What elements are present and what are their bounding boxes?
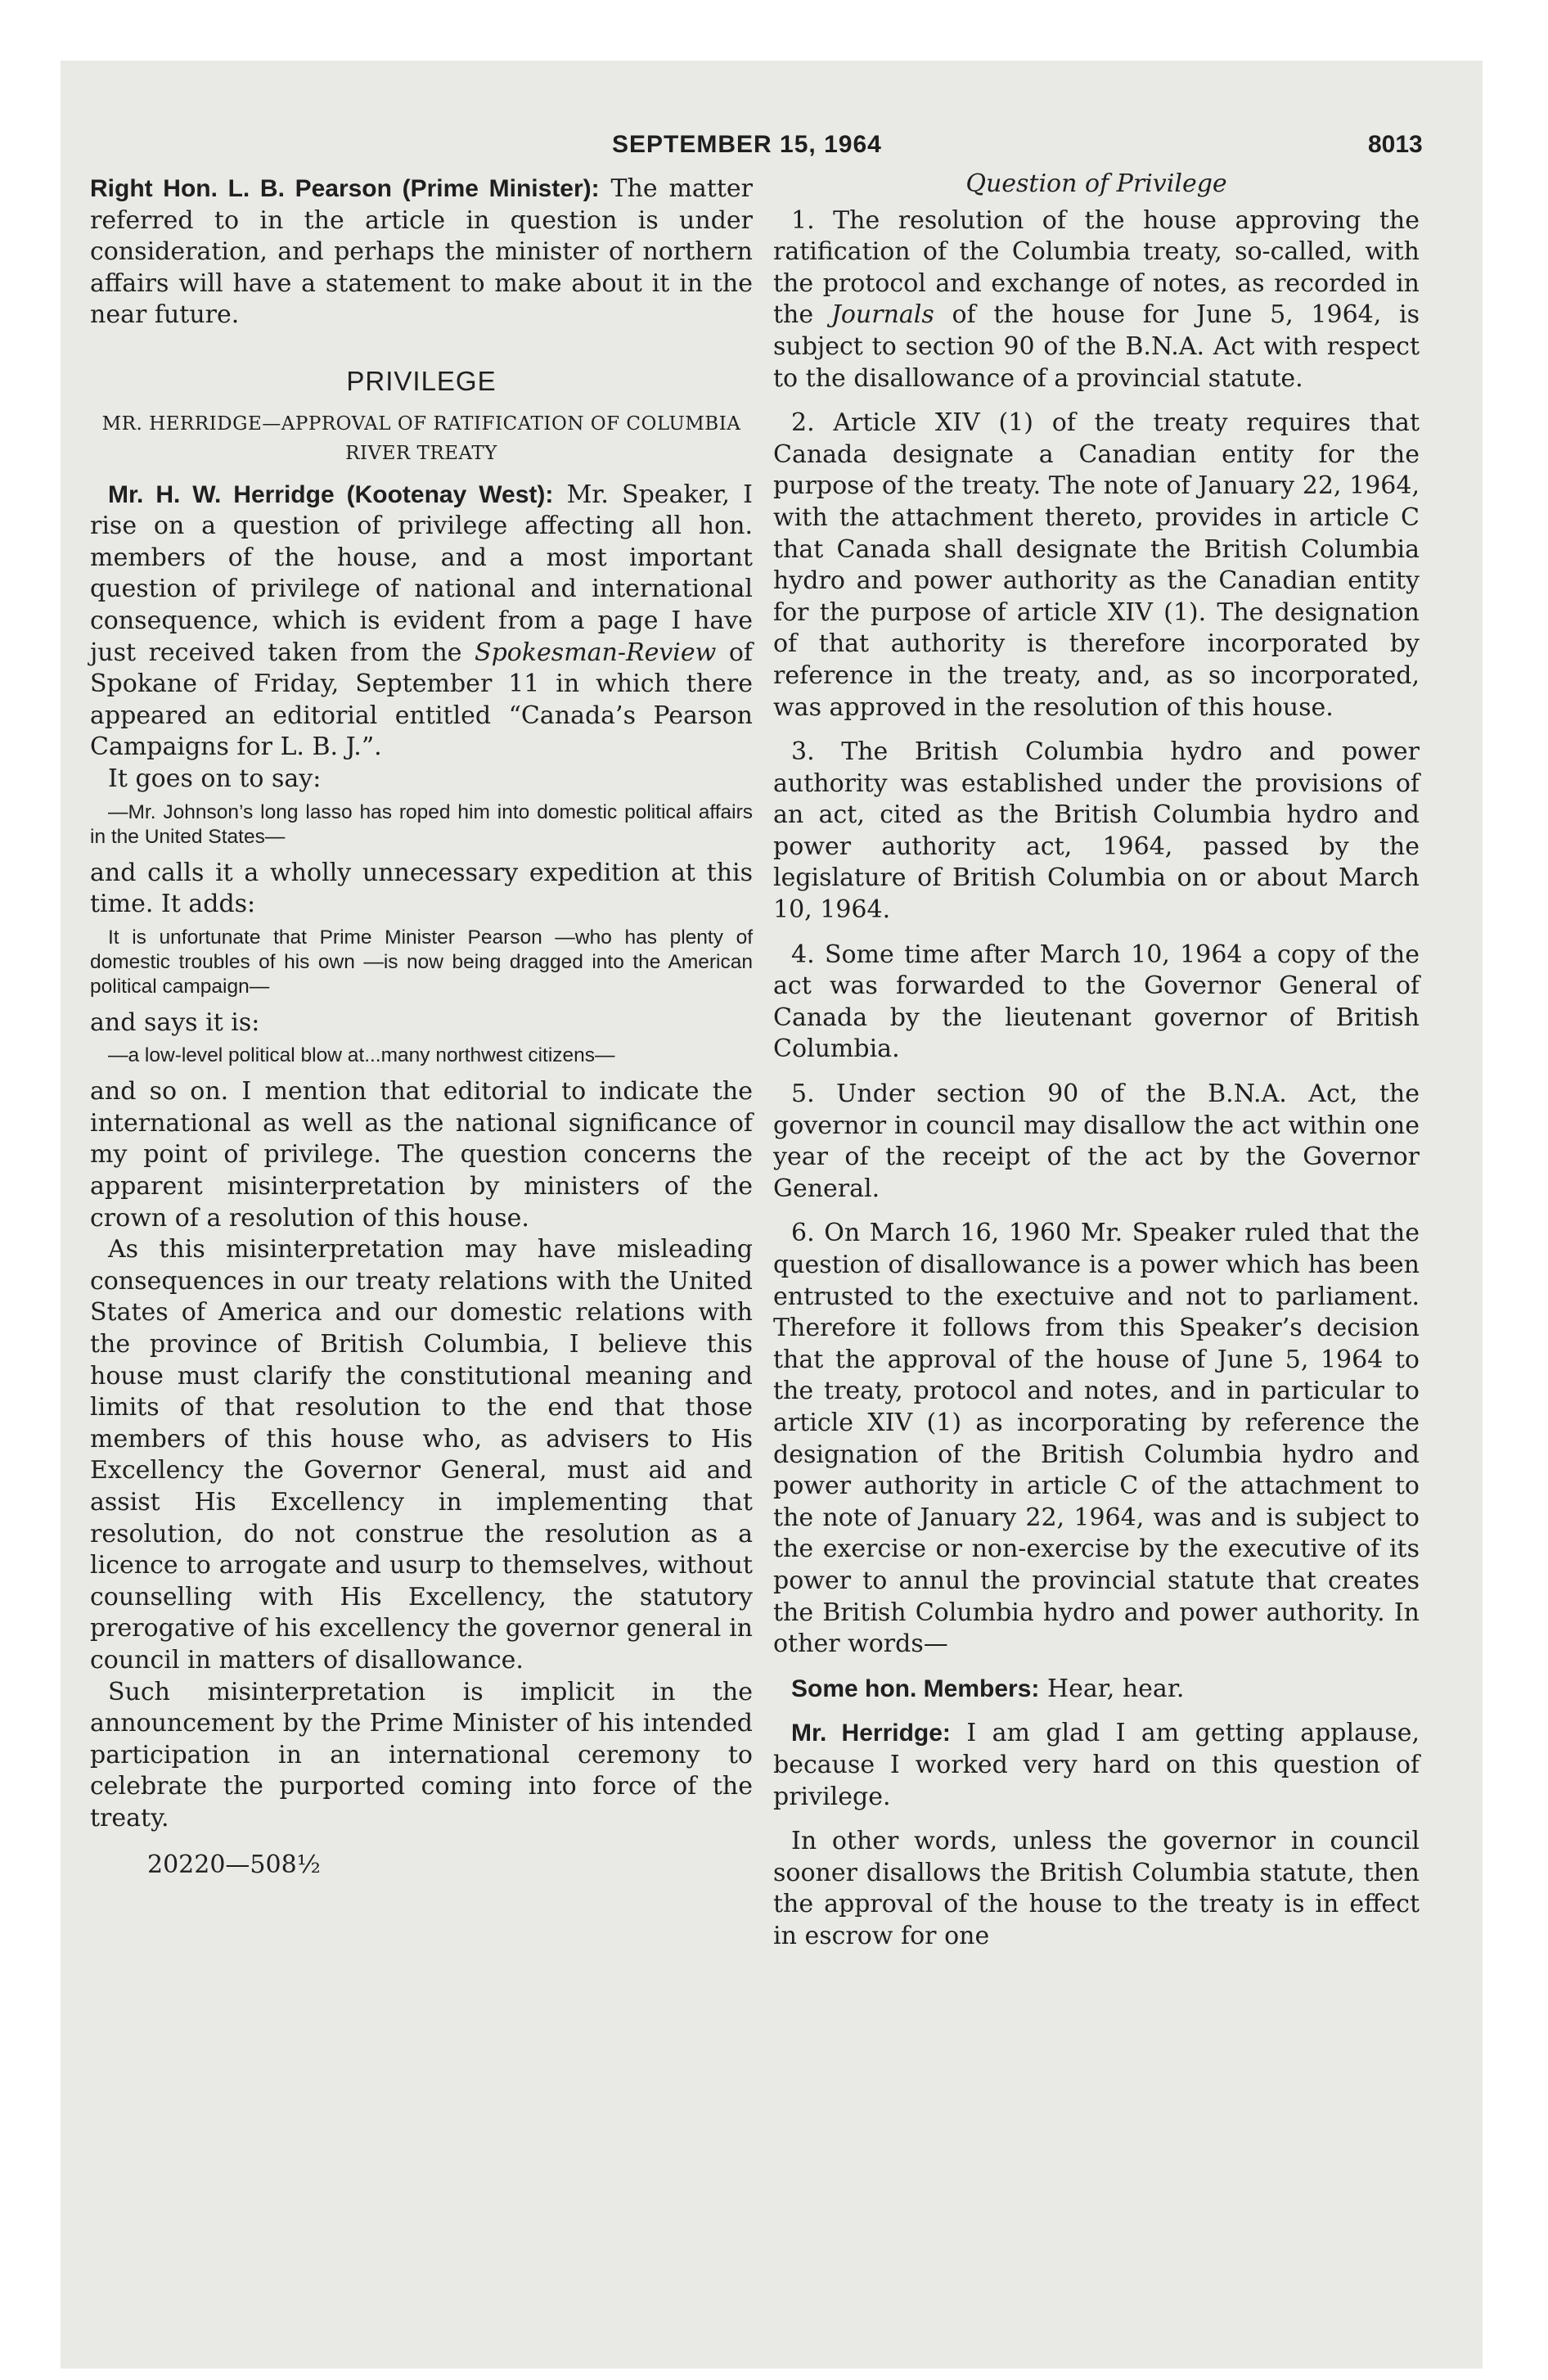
speaker-name: Mr. Herridge: [791,1720,951,1747]
paragraph-text: 1. The resolution of the house approving the ratification of the Columbia treaty, so-called, with the protocol and exchange of notes, as recorded in the [773,205,1420,330]
numbered-item: 3. The British Columbia hydro and power authority was established under the provisions of an act, cited as the British Columbia hydro and power authority act, 1964, passed by the legislature of British Columbia on or about March 10, 1964. [773,737,1420,925]
numbered-item [773,205,1420,395]
pearson-paragraph [90,174,753,331]
paragraph: and calls it a wholly unnecessary expedition at this time. It adds: [90,858,753,919]
paragraph: and so on. I mention that editorial to indicate the international as well as the national significance of my point of privilege. The question concerns the apparent misinterpretation by ministers of the crown of a resolution of this house. [90,1077,753,1233]
right-column [773,169,1420,1952]
numbered-item: 6. On March 16, 1960 Mr. Speaker ruled that the question of disallowance is a power which has been entrusted to the exectuive and not to parliament. Therefore it follows from this Speaker’s decision that the approval of the house of June 5, 1964 to the treaty, protocol and notes, and in particular to article XIV (1) as incorporating by reference the designation of the British Columbia hydro and power authority in article C of the attachment to the note of January 22, 1964, was and is subject to the exercise or non-exercise by the executive of its power to annul the provincial statute that creates the British Columbia hydro and power authority. In other words— [773,1219,1420,1659]
header-date: SEPTEMBER 15, 1964 [612,131,882,158]
paragraph-text: of Spokane of Friday, September 11 in which there appeared an editorial entitled “Canada’s Pearson Campaigns for L. B. J.”. [90,638,753,762]
section-subheading: MR. HERRIDGE—APPROVAL OF RATIFICATION OF COLUMBIA RIVER TREATY [101,412,741,464]
interjection [773,1674,1420,1706]
paragraph: Such misinterpretation is implicit in the announcement by the Prime Minister of his intended participation in an international ceremony to celebrate the purported coming into force of the treaty. [90,1677,753,1832]
speaker-name: Some hon. Members: [791,1675,1040,1702]
paragraph: As this misinterpretation may have misleading consequences in our treaty relations with the United States of America and our domestic relations with the province of British Columbia, I believe this house must clarify the constitutional meaning and limits of that resolution to the end that those members of this house who, as advisers to His Excellency the Governor General, must aid and assist His Excellency in implementing that resolution, do not construe the resolution as a licence to arrogate and usurp to themselves, without counselling with His Excellency, the statutory prerogative of his excellency the governor general in council in matters of disallowance. [90,1235,753,1675]
paragraph: and says it is: [90,1007,260,1037]
paragraph-text: Mr. Speaker, I rise on a question of privilege affecting all hon. members of the house, and a most important question of privilege of national and international consequence, which is evident from a page I have just received taken from the [90,480,753,667]
paragraph-text: Hear, hear. [1046,1674,1185,1703]
numbered-item: 2. Article XIV (1) of the treaty requires that Canada designate a Canadian entity for the purpose of the treaty. The note of January 22, 1964, with the attachment thereto, provides in article C that Canada shall designate the British Columbia hydro and power authority as the Canadian entity for the purpose of article XIV (1). The designation of that authority is therefore incorporated by reference in the treaty, and, as so incorporated, was approved in the resolution of this house. [773,408,1420,722]
paragraph-text: of the house for June 5, 1964, is subject to section 90 of the B.N.A. Act with respect to the disallowance of a provincial statute. [773,300,1420,393]
running-head: Question of Privilege [965,169,1227,198]
publication-title: Journals [830,300,934,330]
numbered-item: 4. Some time after March 10, 1964 a copy of the act was forwarded to the Governor General of Canada by the lieutenant governor of British Columbia. [773,940,1420,1064]
paragraph: It goes on to say: [108,764,322,793]
paragraph: In other words, unless the governor in council sooner disallows the British Columbia statute, then the approval of the house to the treaty is in effect in escrow for one [773,1827,1420,1950]
left-column [90,174,753,1881]
quotation: It is unfortunate that Prime Minister Pearson —who has plenty of domestic troubles of his own —is now being dragged into the American political campaign— [90,926,753,998]
speaker-name: Mr. H. W. Herridge (Kootenay West): [108,480,554,508]
quotation: —a low-level political blow at...many northwest citizens— [108,1044,615,1067]
printer-mark: 20220—508½ [147,1850,321,1879]
page-number: 8013 [1368,131,1423,158]
numbered-item: 5. Under section 90 of the B.N.A. Act, the governor in council may disallow the act within one year of the receipt of the act by the Governor General. [773,1080,1420,1203]
paragraph-text: The matter referred to in the article in question is under consideration, and perhaps the minister of northern affairs will have a statement to make about it in the near future. [90,174,753,330]
herridge-reply [773,1718,1420,1813]
quotation: —Mr. Johnson’s long lasso has roped him into domestic political affairs in the United States— [90,800,753,848]
speaker-name: Right Hon. L. B. Pearson (Prime Minister): [90,175,600,202]
section-heading: PRIVILEGE [346,365,497,396]
herridge-paragraph [90,480,753,764]
publication-title: Spokesman-Review [475,638,717,667]
paragraph-text: I am glad I am getting applause, because I worked very hard on this question of privilege. [773,1719,1420,1811]
